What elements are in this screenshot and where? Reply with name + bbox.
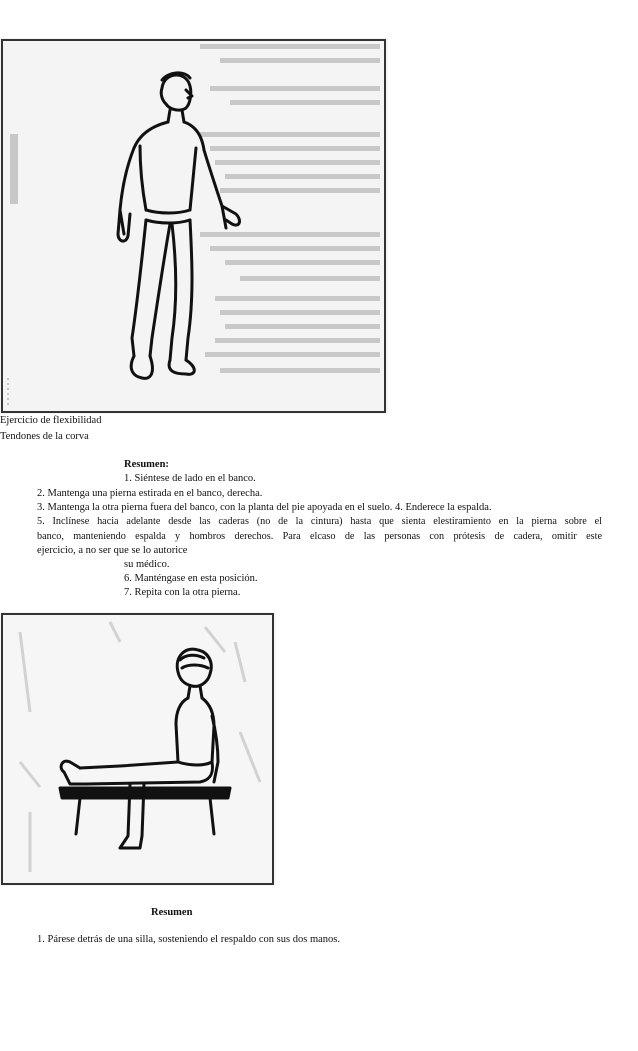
seated-woman-illustration bbox=[0, 612, 276, 886]
figure-standing-man bbox=[0, 38, 388, 414]
summary1-step5-line1: 5. Inclínese hacia adelante desde las caderas (no de la cintura) hasta que sienta elestiramiento en la pierna sobre el bbox=[37, 516, 602, 527]
figure-seated-woman bbox=[0, 612, 276, 886]
figure1-caption-line2: Tendones de la corva bbox=[0, 431, 89, 442]
summary1-step5-line3: ejercicio, a no ser que se lo autorice bbox=[37, 545, 188, 556]
summary2-heading: Resumen bbox=[151, 907, 193, 918]
figure1-caption-line1: Ejercicio de flexibilidad bbox=[0, 415, 102, 426]
summary1-step1: 1. Siéntese de lado en el banco. bbox=[124, 473, 256, 484]
summary1-step7: 7. Repita con la otra pierna. bbox=[124, 587, 241, 598]
summary1-step3: 3. Mantenga la otra pierna fuera del banco, con la planta del pie apoyada en el suelo. 4. Enderece la espalda. bbox=[37, 502, 492, 513]
summary1-step2: 2. Mantenga una pierna estirada en el banco, derecha. bbox=[37, 488, 263, 499]
standing-man-illustration bbox=[0, 38, 388, 414]
summary1-step5-line4: su médico. bbox=[124, 559, 170, 570]
summary2-step1: 1. Párese detrás de una silla, sosteniendo el respaldo con sus dos manos. bbox=[37, 934, 340, 945]
summary1-step5-line2: banco, manteniendo espalda y hombros derechos. Para elcaso de las personas con prótesis de cadera, omitir este bbox=[37, 531, 602, 542]
summary1-heading: Resumen: bbox=[124, 459, 169, 470]
summary1-step6: 6. Manténgase en esta posición. bbox=[124, 573, 258, 584]
